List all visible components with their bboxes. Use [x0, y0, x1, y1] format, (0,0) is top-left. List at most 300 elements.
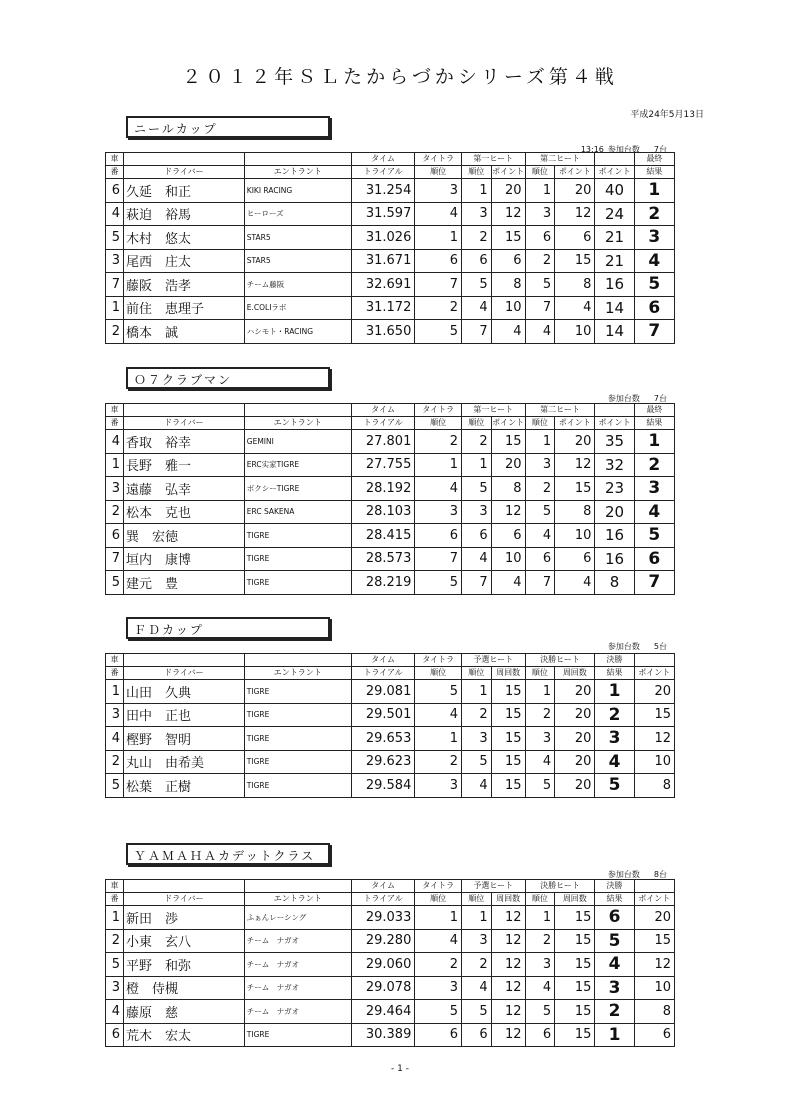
- count-value: 7台: [653, 394, 667, 403]
- entrant-name: STAR5: [244, 226, 351, 250]
- tt-rank: 4: [415, 477, 462, 501]
- section-title: Ｏ７クラブマン: [126, 367, 330, 389]
- col-header-points-spacer: [595, 404, 634, 417]
- heat2-rank: 5: [525, 1000, 555, 1024]
- driver-name: 松本 克也: [124, 500, 245, 524]
- car-number: 4: [106, 202, 124, 226]
- entrant-name: TIGRE: [244, 727, 351, 751]
- final-result: 3: [595, 976, 634, 1000]
- col-header-point: ポイント: [555, 166, 595, 179]
- col-header-total-point: ポイント: [595, 166, 634, 179]
- heat1-value: 12: [491, 1000, 525, 1024]
- driver-name: 藤阪 浩孝: [124, 273, 245, 297]
- heat2-rank: 3: [525, 727, 555, 751]
- heat2-value: 4: [555, 296, 595, 320]
- heat2-rank: 6: [525, 226, 555, 250]
- col-header-final: 最終: [634, 404, 674, 417]
- entrant-name: KIKI RACING: [244, 179, 351, 203]
- total-points: 21: [595, 226, 634, 250]
- heat1-value: 15: [491, 226, 525, 250]
- car-number: 7: [106, 273, 124, 297]
- section-title: ＦＤカップ: [126, 617, 330, 639]
- header-row: [106, 893, 675, 906]
- time-trial: 29.033: [351, 906, 415, 930]
- col-header-no: 番: [106, 166, 124, 179]
- total-points: 16: [595, 273, 634, 297]
- col-header-laps: 周回数: [555, 667, 595, 680]
- car-number: 5: [106, 571, 124, 595]
- heat2-value: 12: [555, 202, 595, 226]
- heat2-value: 8: [555, 500, 595, 524]
- heat1-rank: 5: [461, 477, 491, 501]
- heat1-rank: 4: [461, 774, 491, 798]
- tt-rank: 2: [415, 750, 462, 774]
- car-number: 1: [106, 680, 124, 704]
- points: 15: [634, 703, 674, 727]
- heat1-rank: 3: [461, 202, 491, 226]
- col-header-time: タイム: [351, 654, 415, 667]
- heat1-rank: 7: [461, 571, 491, 595]
- time-trial: 28.415: [351, 524, 415, 548]
- header-row: [106, 417, 675, 430]
- count-value: 5台: [653, 642, 667, 651]
- entrant-name: STAR5: [244, 249, 351, 273]
- heat1-rank: 7: [461, 320, 491, 344]
- final-result: 1: [634, 430, 674, 454]
- heat2-rank: 6: [525, 1023, 555, 1047]
- heat2-rank: 2: [525, 929, 555, 953]
- car-number: 4: [106, 1000, 124, 1024]
- heat2-rank: 4: [525, 976, 555, 1000]
- driver-name: 垣内 康博: [124, 547, 245, 571]
- col-header-time: トライアル: [351, 667, 415, 680]
- total-points: 16: [595, 547, 634, 571]
- heat1-value: 15: [491, 430, 525, 454]
- driver-name: 建元 豊: [124, 571, 245, 595]
- heat1-rank: 2: [461, 703, 491, 727]
- heat2-value: 20: [555, 750, 595, 774]
- table-row: [106, 430, 675, 454]
- heat1-value: 6: [491, 249, 525, 273]
- count-label: 参加台数: [607, 394, 640, 403]
- table-row: [106, 571, 675, 595]
- driver-name: 田中 正也: [124, 703, 245, 727]
- tt-rank: 6: [415, 524, 462, 548]
- tt-rank: 5: [415, 571, 462, 595]
- points: 8: [634, 1000, 674, 1024]
- final-result: 2: [634, 453, 674, 477]
- col-header-time: トライアル: [351, 417, 415, 430]
- heat2-value: 10: [555, 320, 595, 344]
- col-header-tt: 順位: [415, 166, 462, 179]
- tt-rank: 6: [415, 1023, 462, 1047]
- driver-name: 木村 悠太: [124, 226, 245, 250]
- col-header-time: トライアル: [351, 893, 415, 906]
- table-row: [106, 202, 675, 226]
- heat2-rank: 4: [525, 320, 555, 344]
- col-header-laps: 周回数: [491, 667, 525, 680]
- table-row: [106, 296, 675, 320]
- tt-rank: 2: [415, 430, 462, 454]
- entrant-name: チーム ナガオ: [244, 953, 351, 977]
- heat1-rank: 1: [461, 906, 491, 930]
- final-result: 5: [634, 273, 674, 297]
- tt-rank: 7: [415, 273, 462, 297]
- table-row: [106, 750, 675, 774]
- heat1-rank: 2: [461, 430, 491, 454]
- tt-rank: 3: [415, 500, 462, 524]
- col-header-point: ポイント: [634, 893, 674, 906]
- final-result: 6: [634, 547, 674, 571]
- time-trial: 28.103: [351, 500, 415, 524]
- final-result: 4: [634, 500, 674, 524]
- entrant-name: チーム ナガオ: [244, 976, 351, 1000]
- time-trial: 29.653: [351, 727, 415, 751]
- tt-rank: 2: [415, 953, 462, 977]
- table-row: [106, 976, 675, 1000]
- time-trial: 29.464: [351, 1000, 415, 1024]
- count-value: 7台: [653, 145, 667, 154]
- heat2-rank: 5: [525, 273, 555, 297]
- heat2-rank: 2: [525, 703, 555, 727]
- heat1-value: 12: [491, 906, 525, 930]
- final-result: 5: [595, 929, 634, 953]
- col-header-no: 車: [106, 880, 124, 893]
- time-trial: 31.026: [351, 226, 415, 250]
- points: 10: [634, 750, 674, 774]
- heat1-value: 12: [491, 202, 525, 226]
- heat2-rank: 7: [525, 571, 555, 595]
- entrant-name: TIGRE: [244, 1023, 351, 1047]
- points: 20: [634, 906, 674, 930]
- heat1-rank: 2: [461, 226, 491, 250]
- total-points: 21: [595, 249, 634, 273]
- col-header-rank: 順位: [525, 893, 555, 906]
- page-number: - 1 -: [391, 1064, 409, 1074]
- heat2-value: 12: [555, 453, 595, 477]
- table-row: [106, 273, 675, 297]
- tt-rank: 4: [415, 703, 462, 727]
- heat2-rank: 3: [525, 453, 555, 477]
- time-trial: 32.691: [351, 273, 415, 297]
- col-header-entrant: エントラント: [244, 417, 351, 430]
- car-number: 3: [106, 249, 124, 273]
- final-result: 4: [595, 750, 634, 774]
- heat2-value: 6: [555, 226, 595, 250]
- table-row: [106, 727, 675, 751]
- col-header-tt: 順位: [415, 893, 462, 906]
- col-header-laps: 周回数: [555, 893, 595, 906]
- time-trial: 29.584: [351, 774, 415, 798]
- car-number: 6: [106, 1023, 124, 1047]
- heat1-value: 15: [491, 703, 525, 727]
- entrant-name: TIGRE: [244, 547, 351, 571]
- heat2-value: 4: [555, 571, 595, 595]
- time-trial: 29.280: [351, 929, 415, 953]
- car-number: 5: [106, 774, 124, 798]
- col-header-driver: ドライバー: [124, 893, 245, 906]
- heat1-value: 6: [491, 524, 525, 548]
- col-header-tt: 順位: [415, 667, 462, 680]
- col-header-entrant-spacer: [244, 404, 351, 417]
- table-row: [106, 524, 675, 548]
- time-trial: 28.192: [351, 477, 415, 501]
- points: 12: [634, 727, 674, 751]
- entrant-name: TIGRE: [244, 680, 351, 704]
- col-header-no: 番: [106, 667, 124, 680]
- final-result: 7: [634, 571, 674, 595]
- col-header-no: 車: [106, 654, 124, 667]
- entrant-name: チーム ナガオ: [244, 929, 351, 953]
- heat2-value: 20: [555, 680, 595, 704]
- results-table: [105, 152, 675, 344]
- heat2-value: 15: [555, 953, 595, 977]
- heat1-value: 15: [491, 750, 525, 774]
- count-time: 13:16: [580, 145, 604, 154]
- header-row: [106, 654, 675, 667]
- heat2-rank: 1: [525, 906, 555, 930]
- header-row: [106, 153, 675, 166]
- entrant-name: TIGRE: [244, 524, 351, 548]
- heat2-rank: 3: [525, 953, 555, 977]
- col-header-heat1: 予選ヒート: [461, 880, 525, 893]
- tt-rank: 6: [415, 249, 462, 273]
- total-points: 16: [595, 524, 634, 548]
- col-header-heat1: 第一ヒート: [461, 153, 525, 166]
- time-trial: 29.501: [351, 703, 415, 727]
- entrant-name: E.COLIラボ: [244, 296, 351, 320]
- car-number: 1: [106, 906, 124, 930]
- table-row: [106, 774, 675, 798]
- table-row: [106, 477, 675, 501]
- total-points: 20: [595, 500, 634, 524]
- heat1-rank: 3: [461, 500, 491, 524]
- points: 12: [634, 953, 674, 977]
- points: 6: [634, 1023, 674, 1047]
- final-result: 5: [634, 524, 674, 548]
- table-row: [106, 226, 675, 250]
- heat1-rank: 6: [461, 1023, 491, 1047]
- col-header-entrant: エントラント: [244, 893, 351, 906]
- table-row: [106, 929, 675, 953]
- col-header-driver: ドライバー: [124, 166, 245, 179]
- col-header-final: 結果: [634, 166, 674, 179]
- final-result: 2: [595, 1000, 634, 1024]
- heat1-rank: 4: [461, 296, 491, 320]
- heat1-rank: 5: [461, 750, 491, 774]
- col-header-heat2: 第二ヒート: [525, 404, 595, 417]
- table-row: [106, 547, 675, 571]
- time-trial: 29.060: [351, 953, 415, 977]
- heat1-rank: 3: [461, 929, 491, 953]
- total-points: 14: [595, 320, 634, 344]
- col-header-no: 車: [106, 153, 124, 166]
- entrant-name: ERC SAKENA: [244, 500, 351, 524]
- col-header-driver-spacer: [124, 404, 245, 417]
- total-points: 32: [595, 453, 634, 477]
- entrant-name: ERC实家TIGRE: [244, 453, 351, 477]
- table-row: [106, 953, 675, 977]
- results-table: [105, 653, 675, 798]
- col-header-rank: 順位: [525, 417, 555, 430]
- heat2-value: 15: [555, 477, 595, 501]
- col-header-heat1: 予選ヒート: [461, 654, 525, 667]
- col-header-final: 最終: [634, 153, 674, 166]
- tt-rank: 4: [415, 929, 462, 953]
- heat1-rank: 5: [461, 273, 491, 297]
- driver-name: 平野 和弥: [124, 953, 245, 977]
- heat2-value: 15: [555, 906, 595, 930]
- col-header-final: 結果: [634, 417, 674, 430]
- entrant-name: TIGRE: [244, 571, 351, 595]
- col-header-no: 車: [106, 404, 124, 417]
- car-number: 1: [106, 453, 124, 477]
- heat1-rank: 1: [461, 680, 491, 704]
- final-result: 2: [634, 202, 674, 226]
- tt-rank: 3: [415, 179, 462, 203]
- driver-name: 遠藤 弘幸: [124, 477, 245, 501]
- col-header-points-spacer: [634, 880, 674, 893]
- total-points: 35: [595, 430, 634, 454]
- col-header-entrant-spacer: [244, 880, 351, 893]
- points: 10: [634, 976, 674, 1000]
- col-header-point: ポイント: [491, 417, 525, 430]
- heat2-rank: 3: [525, 202, 555, 226]
- final-result: 1: [634, 179, 674, 203]
- driver-name: 尾西 庄太: [124, 249, 245, 273]
- col-header-tt: タイトラ: [415, 153, 462, 166]
- time-trial: 27.755: [351, 453, 415, 477]
- col-header-rank: 順位: [461, 166, 491, 179]
- driver-name: 前住 恵理子: [124, 296, 245, 320]
- col-header-tt: タイトラ: [415, 654, 462, 667]
- time-trial: 31.172: [351, 296, 415, 320]
- col-header-final: 決勝: [595, 654, 634, 667]
- heat2-value: 8: [555, 273, 595, 297]
- col-header-time: トライアル: [351, 166, 415, 179]
- heat1-value: 4: [491, 571, 525, 595]
- total-points: 8: [595, 571, 634, 595]
- heat1-value: 20: [491, 179, 525, 203]
- car-number: 6: [106, 524, 124, 548]
- time-trial: 29.623: [351, 750, 415, 774]
- heat2-value: 20: [555, 179, 595, 203]
- heat2-rank: 6: [525, 547, 555, 571]
- driver-name: 藤原 慈: [124, 1000, 245, 1024]
- time-trial: 28.573: [351, 547, 415, 571]
- section-title: ニールカップ: [126, 116, 330, 138]
- tt-rank: 1: [415, 226, 462, 250]
- heat2-value: 20: [555, 703, 595, 727]
- entrant-name: ハシモト・RACING: [244, 320, 351, 344]
- final-result: 1: [595, 1023, 634, 1047]
- page-title: ２０１２年ＳＬたからづかシリーズ第４戦: [182, 66, 618, 88]
- final-result: 3: [595, 727, 634, 751]
- heat1-value: 20: [491, 453, 525, 477]
- final-result: 2: [595, 703, 634, 727]
- car-number: 3: [106, 976, 124, 1000]
- heat2-value: 15: [555, 249, 595, 273]
- heat1-value: 10: [491, 296, 525, 320]
- entrant-name: TIGRE: [244, 750, 351, 774]
- tt-rank: 3: [415, 976, 462, 1000]
- car-number: 6: [106, 179, 124, 203]
- col-header-driver: ドライバー: [124, 417, 245, 430]
- col-header-heat2: 第二ヒート: [525, 153, 595, 166]
- heat2-value: 20: [555, 727, 595, 751]
- car-number: 1: [106, 296, 124, 320]
- entrant-name: ボクシーTIGRE: [244, 477, 351, 501]
- final-result: 6: [595, 906, 634, 930]
- heat1-value: 12: [491, 500, 525, 524]
- entrant-name: TIGRE: [244, 703, 351, 727]
- table-row: [106, 320, 675, 344]
- tt-rank: 5: [415, 1000, 462, 1024]
- col-header-point: ポイント: [634, 667, 674, 680]
- time-trial: 29.078: [351, 976, 415, 1000]
- points: 8: [634, 774, 674, 798]
- col-header-rank: 順位: [525, 166, 555, 179]
- entrant-name: TIGRE: [244, 774, 351, 798]
- heat2-rank: 2: [525, 249, 555, 273]
- col-header-point: ポイント: [555, 417, 595, 430]
- heat1-rank: 1: [461, 179, 491, 203]
- col-header-rank: 順位: [461, 893, 491, 906]
- table-row: [106, 703, 675, 727]
- heat1-value: 12: [491, 1023, 525, 1047]
- col-header-laps: 周回数: [491, 893, 525, 906]
- car-number: 2: [106, 320, 124, 344]
- col-header-points-spacer: [595, 153, 634, 166]
- table-row: [106, 1000, 675, 1024]
- heat1-value: 4: [491, 320, 525, 344]
- header-row: [106, 166, 675, 179]
- section-title: ＹＡＭＡＨＡカデットクラス: [126, 843, 330, 865]
- col-header-heat2: 決勝ヒート: [525, 880, 595, 893]
- car-number: 3: [106, 703, 124, 727]
- time-trial: 31.650: [351, 320, 415, 344]
- points: 15: [634, 929, 674, 953]
- driver-name: 新田 渉: [124, 906, 245, 930]
- heat1-value: 12: [491, 929, 525, 953]
- tt-rank: 1: [415, 727, 462, 751]
- heat2-rank: 5: [525, 500, 555, 524]
- total-points: 40: [595, 179, 634, 203]
- col-header-rank: 順位: [461, 417, 491, 430]
- col-header-tt: タイトラ: [415, 404, 462, 417]
- col-header-no: 番: [106, 893, 124, 906]
- table-row: [106, 179, 675, 203]
- car-number: 4: [106, 430, 124, 454]
- car-number: 2: [106, 750, 124, 774]
- count-label: 参加台数: [607, 642, 640, 651]
- entrant-name: チーム藤阪: [244, 273, 351, 297]
- car-number: 5: [106, 953, 124, 977]
- tt-rank: 1: [415, 906, 462, 930]
- col-header-point: ポイント: [491, 166, 525, 179]
- heat1-rank: 1: [461, 453, 491, 477]
- time-trial: 29.081: [351, 680, 415, 704]
- total-points: 14: [595, 296, 634, 320]
- col-header-rank: 順位: [461, 667, 491, 680]
- heat2-rank: 1: [525, 179, 555, 203]
- car-number: 7: [106, 547, 124, 571]
- heat2-value: 20: [555, 774, 595, 798]
- tt-rank: 2: [415, 296, 462, 320]
- header-row: [106, 404, 675, 417]
- col-header-heat1: 第一ヒート: [461, 404, 525, 417]
- driver-name: 萩迫 裕馬: [124, 202, 245, 226]
